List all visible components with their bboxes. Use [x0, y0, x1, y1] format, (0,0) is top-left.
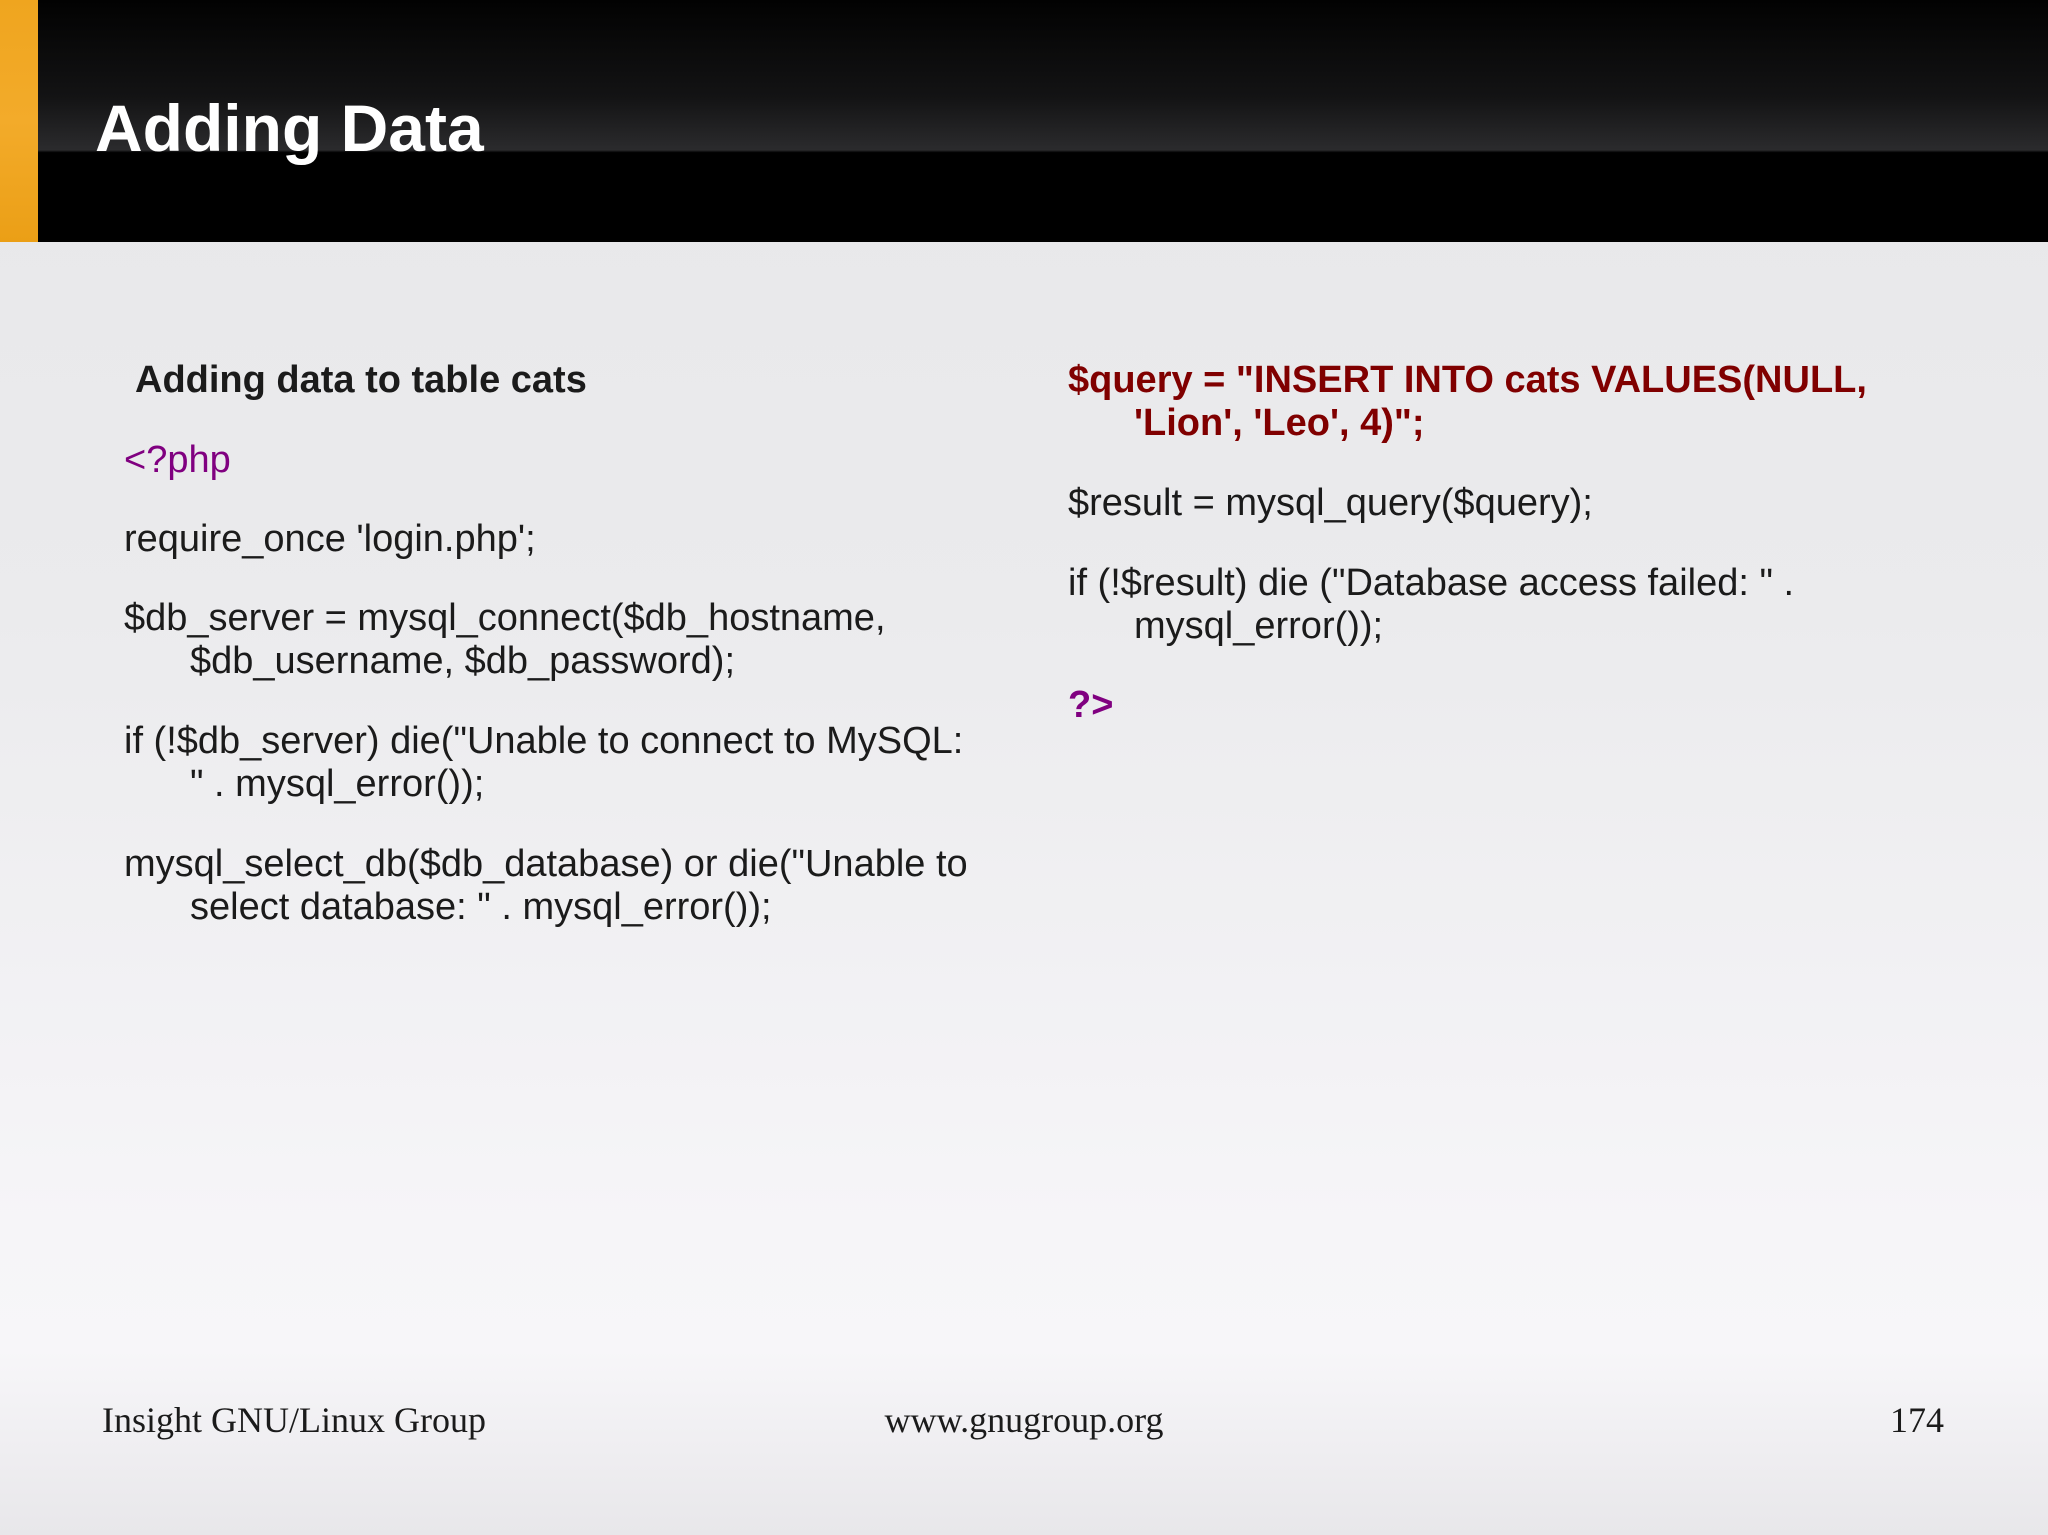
fail-line-1: if (!$result) die ("Database access failed: " .: [1068, 562, 1795, 604]
query-line-1: $query = "INSERT INTO cats VALUES(NULL,: [1068, 359, 1867, 401]
check-line-2: " . mysql_error());: [190, 763, 485, 805]
section-heading: Adding data to table cats: [135, 359, 587, 401]
query-line-2: 'Lion', 'Leo', 4)";: [1134, 402, 1425, 444]
result-line: $result = mysql_query($query);: [1068, 482, 1593, 524]
footer-organization: Insight GNU/Linux Group: [102, 1400, 486, 1440]
php-close-tag: ?>: [1068, 684, 1114, 726]
select-line-1: mysql_select_db($db_database) or die("Unable to: [124, 843, 968, 885]
footer-page-number: 174: [1890, 1400, 1944, 1440]
footer-website: www.gnugroup.org: [884, 1400, 1164, 1440]
require-line: require_once 'login.php';: [124, 518, 536, 560]
slide-title: Adding Data: [95, 91, 484, 165]
connect-line-1: $db_server = mysql_connect($db_hostname,: [124, 597, 886, 639]
check-line-1: if (!$db_server) die("Unable to connect to MySQL:: [124, 720, 964, 762]
accent-bar: [0, 0, 38, 242]
connect-line-2: $db_username, $db_password);: [190, 640, 736, 682]
fail-line-2: mysql_error());: [1134, 605, 1384, 647]
select-line-2: select database: " . mysql_error());: [190, 886, 772, 928]
php-open-tag: <?php: [124, 439, 231, 481]
